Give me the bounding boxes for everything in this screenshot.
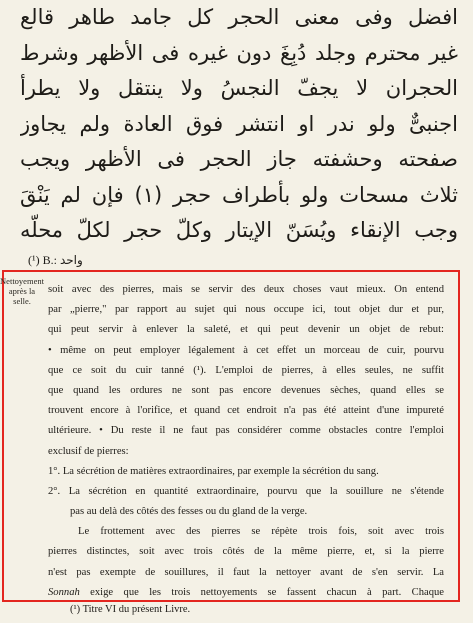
text-line: n'est pas exempte de souillures, il faut la nettoyer avant de s'en servir. La [48,566,444,578]
text-line: pas au delà des côtés des fesses ou du gland de la verge. [70,506,308,518]
arabic-line: ثلاث مسحات ولو بأطراف حجر (١) فإن لم يَنْقَ [20,182,458,207]
text-line: Le frottement avec des pierres se répète trois fois, soit avec trois [78,526,444,538]
text-line: • même on peut employer légalement à cet effet un morceau de cuir, pourvu [48,344,444,356]
text-line: exclusif de pierres: [48,445,129,457]
text-line: que ce soit du cuir tanné (¹). L'emploi de pierres, à elles seules, ne suffit [48,364,444,376]
text-line: Sonnah exige que les trois nettoyements se fassent chacun à part. Chaque [48,586,444,598]
text-line: pierres distinctes, soit avec trois côtés de la même pierre, et, si la pierre [48,546,444,558]
list-item: 1°. La sécrétion de matières extraordinaires, par exemple la sécrétion du sang. [48,465,379,477]
arabic-line: وجب الإنقاء ويُسَنّ الإيتار وكلّ حجر لكلّ محلّه [20,218,458,242]
arabic-footnote-text: واحد [59,253,83,267]
list-item: 2°. La sécrétion en quantité extraordinaire, pourvu que la souillure ne s'étende [48,485,444,497]
arabic-line: الحجران لا يجفّ النجسُ ولا ينتقل ولا يطرأ [20,76,458,100]
arabic-line: اجنبىٌّ ولو ندر او انتشر فوق العادة ولم يجاوز [20,111,458,136]
text-line: par „pierre," par rapport au sujet qui nous occupe ici, tout objet dur et pur, [48,304,444,316]
text-line: trouvent encore à l'orifice, et quand cet endroit n'a pas été atteint d'une impureté [48,405,444,417]
arabic-footnote-marker: (¹) B.: [28,253,57,267]
arabic-line: غير محترم وجلد دُبِغَ دون غيره فى الأظهر وشرط [20,40,458,65]
arabic-footnote [28,253,83,268]
term-sonnah: Sonnah [48,586,80,598]
margin-note: Nettoyement après la selle. [0,276,44,306]
french-text-block [48,280,444,603]
arabic-text-block [20,0,458,250]
text-line: soit avec des pierres, mais se servir des deux choses vaut mieux. On entend [48,284,444,295]
page-footnote: (¹) Titre VI du présent Livre. [70,604,191,615]
arabic-line: صفحته وحشفته جاز الحجر فى الأظهر ويجب [20,147,458,171]
arabic-line: افضل وفى معنى الحجر كل جامد طاهر قالع [20,5,458,29]
text-line: que quand les ordures ne sont pas encore devenues sèches, quand elles se [48,384,444,396]
text-line: ultérieure. • Du reste il ne faut pas considérer comme obstacles contre l'emploi [48,425,444,437]
text-line: qui peut servir à enlever la saleté, et qui peut devenir un objet de rebut: [48,324,444,336]
